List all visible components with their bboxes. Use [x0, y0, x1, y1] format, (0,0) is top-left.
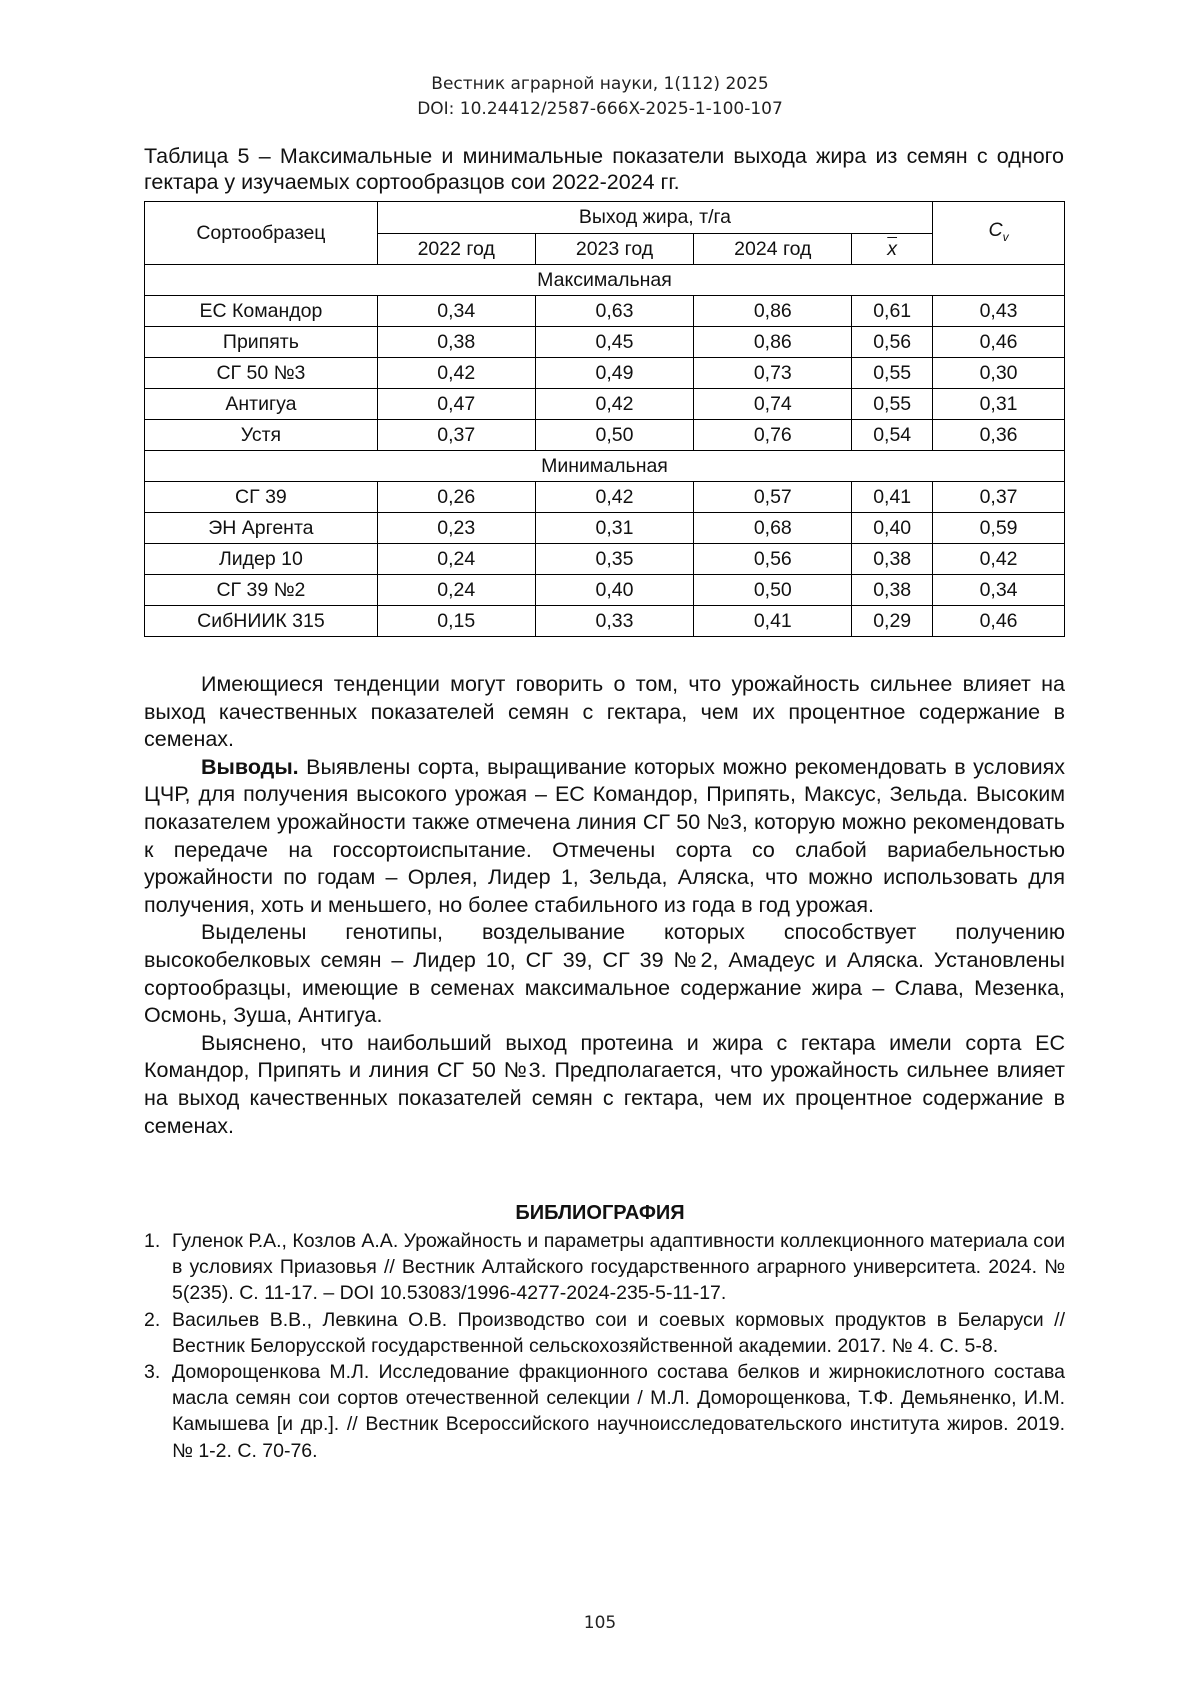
reference-number: 3. [144, 1361, 161, 1384]
cell-2022: 0,24 [377, 575, 535, 606]
bibliography-title: БИБЛИОГРАФИЯ [515, 1202, 685, 1224]
cv-subscript: v [1002, 229, 1009, 244]
reference-item [144, 1228, 1065, 1307]
section-min-label: Минимальная [145, 451, 1065, 482]
table-row [145, 358, 1065, 389]
cell-mean: 0,40 [852, 513, 933, 544]
table-row [145, 420, 1065, 451]
page-number: 105 [583, 1613, 617, 1633]
cell-mean: 0,55 [852, 389, 933, 420]
cell-cv: 0,30 [933, 358, 1065, 389]
reference-list [144, 1228, 1065, 1464]
cell-2022: 0,26 [377, 482, 535, 513]
conclusions-heading: Выводы. [201, 754, 299, 779]
body-text [144, 671, 1065, 1140]
table-header-row [145, 202, 1065, 234]
cell-cv: 0,36 [933, 420, 1065, 451]
cell-mean: 0,61 [852, 296, 933, 327]
header-2024: 2024 год [694, 233, 852, 265]
cell-2024: 0,74 [694, 389, 852, 420]
section-min-row [145, 451, 1065, 482]
cell-cv: 0,46 [933, 327, 1065, 358]
cell-2024: 0,41 [694, 606, 852, 637]
cell-2023: 0,49 [535, 358, 694, 389]
table-row [145, 544, 1065, 575]
doi: DOI: 10.24412/2587-666X-2025-1-100-107 [417, 99, 783, 119]
cell-cv: 0,34 [933, 575, 1065, 606]
header-fat-yield: Выход жира, т/га [377, 202, 932, 234]
table-row [145, 575, 1065, 606]
paragraph-3: Выделены генотипы, возделывание которых способствует получению высокобелковых семян – Лидер 10, СГ 39, СГ 39 №2, Амадеус и Аляска. Установлены сортообразцы, имеющие в семенах максимальное содержание жира – Слава, Мезенка, Осмонь, Зуша, Антигуа. [144, 920, 1065, 1028]
cell-mean: 0,56 [852, 327, 933, 358]
table-row [145, 606, 1065, 637]
cell-2024: 0,68 [694, 513, 852, 544]
table-row [145, 513, 1065, 544]
cell-variety: Припять [145, 327, 378, 358]
cv-symbol: C [988, 218, 1003, 241]
table-row [145, 327, 1065, 358]
cell-variety: ЕС Командор [145, 296, 378, 327]
cell-variety: Лидер 10 [145, 544, 378, 575]
cell-2022: 0,23 [377, 513, 535, 544]
cell-2022: 0,38 [377, 327, 535, 358]
table-row [145, 482, 1065, 513]
paragraph-4: Выяснено, что наибольший выход протеина и жира с гектара имели сорта ЕС Командор, Припять и линия СГ 50 №3. Предполагается, что урожайность сильнее влияет на выход качественных показателей семян с гектара, чем их процентное содержание в семенах. [144, 1030, 1065, 1138]
reference-number: 2. [144, 1308, 161, 1331]
cell-2023: 0,50 [535, 420, 694, 451]
cell-mean: 0,54 [852, 420, 933, 451]
cell-2022: 0,37 [377, 420, 535, 451]
section-max-row [145, 265, 1065, 296]
cell-2024: 0,86 [694, 327, 852, 358]
paragraph-1: Имеющиеся тенденции могут говорить о том, что урожайность сильнее влияет на выход качественных показателей семян с гектара, чем их процентное содержание в семенах. [144, 672, 1065, 752]
cell-2023: 0,42 [535, 389, 694, 420]
reference-item [144, 1359, 1065, 1464]
cell-variety: Антигуа [145, 389, 378, 420]
cell-variety: СГ 39 №2 [145, 575, 378, 606]
header-2022: 2022 год [377, 233, 535, 265]
cell-2024: 0,73 [694, 358, 852, 389]
journal-title: Вестник аграрной науки, 1(112) 2025 [431, 74, 769, 94]
reference-text: Гуленок Р.А., Козлов А.А. Урожайность и параметры адаптивности коллекционного материала сои в условиях Приазовья // Вестник Алтайского государственного аграрного университета. 2024. № 5(235). С. 11-17. – DOI 10.53083/1996-4277-2024-235-5-11-17. [172, 1230, 1065, 1305]
cell-2022: 0,47 [377, 389, 535, 420]
cell-2023: 0,33 [535, 606, 694, 637]
cell-2022: 0,34 [377, 296, 535, 327]
reference-number: 1. [144, 1230, 161, 1252]
running-header [0, 72, 1200, 122]
conclusions-text: Выявлены сорта, выращивание которых можно рекомендовать в условиях ЦЧР, для получения высокого урожая – ЕС Командор, Припять, Максус, Зельда. Высоким показателем урожайности также отмечена линия СГ 50 №3, которую можно рекомендовать к передаче на госсортоиспытание. Отмечены сорта со слабой вариабельностью урожайности по годам – Орлея, Лидер 1, Зельда, Аляска, что можно использовать для получения, хоть и меньшего, но более стабильного из года в год урожая. [144, 754, 1065, 917]
cell-2024: 0,86 [694, 296, 852, 327]
fat-yield-table [144, 201, 1065, 637]
cell-2022: 0,42 [377, 358, 535, 389]
cell-cv: 0,37 [933, 482, 1065, 513]
cell-2023: 0,40 [535, 575, 694, 606]
cell-mean: 0,29 [852, 606, 933, 637]
cell-mean: 0,38 [852, 575, 933, 606]
section-max-label: Максимальная [145, 265, 1065, 296]
cell-mean: 0,38 [852, 544, 933, 575]
cell-2024: 0,56 [694, 544, 852, 575]
header-2023: 2023 год [535, 233, 694, 265]
header-cv [933, 202, 1065, 265]
cell-cv: 0,31 [933, 389, 1065, 420]
cell-cv: 0,43 [933, 296, 1065, 327]
reference-item [144, 1307, 1065, 1359]
cell-2024: 0,76 [694, 420, 852, 451]
cell-2023: 0,45 [535, 327, 694, 358]
table-row [145, 296, 1065, 327]
cell-mean: 0,55 [852, 358, 933, 389]
table-row [145, 389, 1065, 420]
cell-variety: Устя [145, 420, 378, 451]
table-caption: Таблица 5 – Максимальные и минимальные показатели выхода жира из семян с одного гектара у изучаемых сортообразцов сои 2022-2024 гг. [144, 144, 1064, 194]
cell-2023: 0,31 [535, 513, 694, 544]
cell-2022: 0,15 [377, 606, 535, 637]
cell-2023: 0,63 [535, 296, 694, 327]
cell-2024: 0,57 [694, 482, 852, 513]
cell-2024: 0,50 [694, 575, 852, 606]
reference-text: Васильев В.В., Левкина О.В. Производство сои и соевых кормовых продуктов в Беларуси // Вестник Белорусской государственной сельскохозяйственной академии. 2017. № 4. С. 5-8. [172, 1308, 1065, 1357]
cell-variety: СГ 50 №3 [145, 358, 378, 389]
cell-variety: СГ 39 [145, 482, 378, 513]
reference-text: Доморощенкова М.Л. Исследование фракционного состава белков и жирнокислотного состава масла семян сои сортов отечественной селекции / М.Л. Доморощенкова, Т.Ф. Демьяненко, И.М. Камышева [и др.]. // Вестник Всероссийского научноисследовательского института жиров. 2019. № 1-2. С. 70-76. [172, 1361, 1065, 1462]
cell-cv: 0,59 [933, 513, 1065, 544]
cell-variety: СибНИИК 315 [145, 606, 378, 637]
paragraph-conclusions [144, 754, 1065, 920]
cell-2023: 0,35 [535, 544, 694, 575]
cell-cv: 0,46 [933, 606, 1065, 637]
cell-cv: 0,42 [933, 544, 1065, 575]
cell-variety: ЭН Аргента [145, 513, 378, 544]
cell-2022: 0,24 [377, 544, 535, 575]
cell-2023: 0,42 [535, 482, 694, 513]
cell-mean: 0,41 [852, 482, 933, 513]
header-mean [852, 233, 933, 265]
header-variety: Сортообразец [145, 202, 378, 265]
mean-symbol: $\overline{x}$ [887, 237, 898, 260]
